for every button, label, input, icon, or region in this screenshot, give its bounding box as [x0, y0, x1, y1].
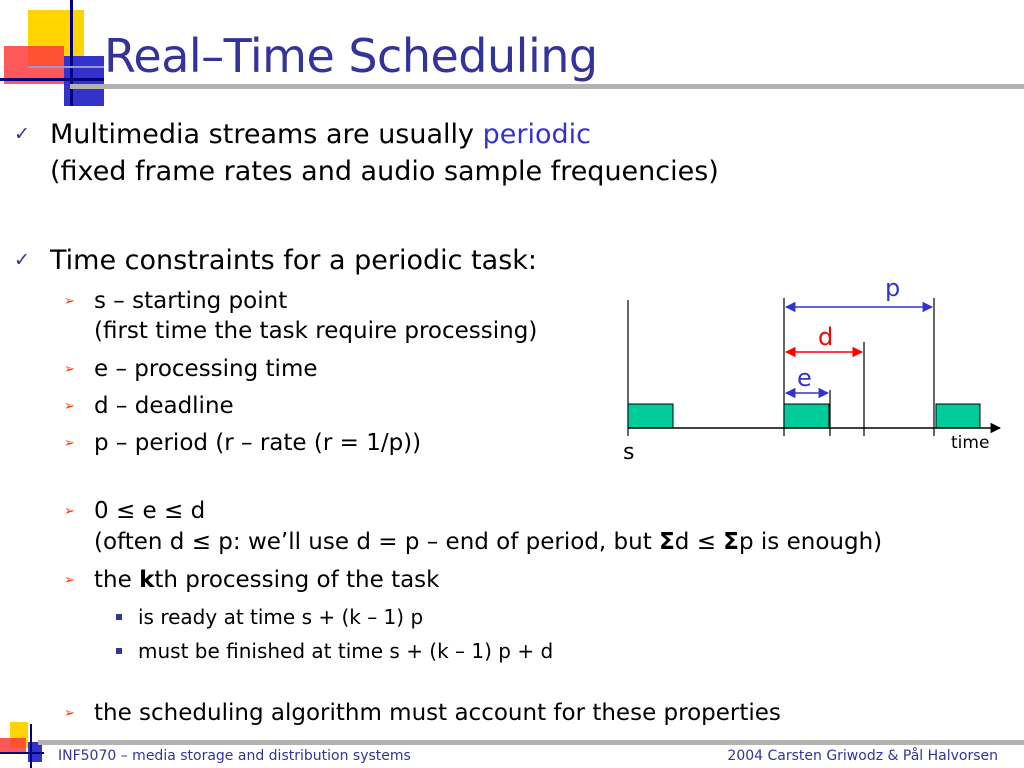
third-bullet-ready: is ready at time s + (k – 1) p — [138, 605, 424, 629]
sub-bullet-s: s – starting point — [94, 288, 288, 314]
sub-bullet-inequality: 0 ≤ e ≤ d — [94, 498, 206, 524]
bullet-periodic-detail: (fixed frame rates and audio sample frequencies) — [50, 156, 719, 187]
sub-bullet-algorithm: the scheduling algorithm must account for these properties — [94, 700, 781, 726]
arrow-bullet-icon: ➢ — [64, 504, 75, 519]
third-bullet-finished: must be finished at time s + (k – 1) p + d — [138, 639, 554, 663]
sub-bullet-s-detail: (first time the task require processing) — [94, 318, 538, 344]
label-time: time — [951, 433, 990, 453]
arrow-bullet-icon: ➢ — [64, 573, 75, 588]
task-box — [628, 404, 673, 428]
sub-bullet-p: p – period (r – rate (r = 1/p)) — [94, 430, 422, 456]
arrow-bullet-icon: ➢ — [64, 706, 75, 721]
page-title: Real–Time Scheduling — [104, 29, 598, 83]
sub-bullet-inequality-detail: (often d ≤ p: we’ll use d = p – end of period, but Σd ≤ Σp is enough) — [94, 529, 883, 555]
check-icon: ✓ — [14, 123, 30, 145]
arrow-bullet-icon: ➢ — [64, 362, 75, 377]
sub-bullet-e: e – processing time — [94, 356, 318, 382]
label-d: d — [818, 323, 834, 351]
footer-course: INF5070 – media storage and distribution systems — [58, 748, 411, 764]
arrow-bullet-icon: ➢ — [64, 294, 75, 309]
check-icon: ✓ — [14, 249, 30, 271]
task-box — [784, 404, 829, 428]
task-box — [936, 404, 980, 428]
sub-bullet-kth: the kth processing of the task — [94, 567, 440, 593]
bullet-periodic: Multimedia streams are usually periodic — [50, 119, 591, 150]
footer-authors: 2004 Carsten Griwodz & Pål Halvorsen — [727, 748, 998, 764]
square-bullet-icon — [116, 614, 122, 620]
arrow-bullet-icon: ➢ — [64, 436, 75, 451]
square-bullet-icon — [116, 648, 122, 654]
label-s: s — [623, 440, 635, 465]
label-e: e — [797, 364, 812, 392]
bullet-time-constraints: Time constraints for a periodic task: — [50, 245, 537, 276]
timing-diagram — [600, 270, 1010, 470]
sub-bullet-d: d – deadline — [94, 393, 234, 419]
label-p: p — [885, 274, 901, 302]
title-divider — [70, 84, 1024, 89]
footer-divider — [38, 740, 1024, 745]
arrow-bullet-icon: ➢ — [64, 399, 75, 414]
